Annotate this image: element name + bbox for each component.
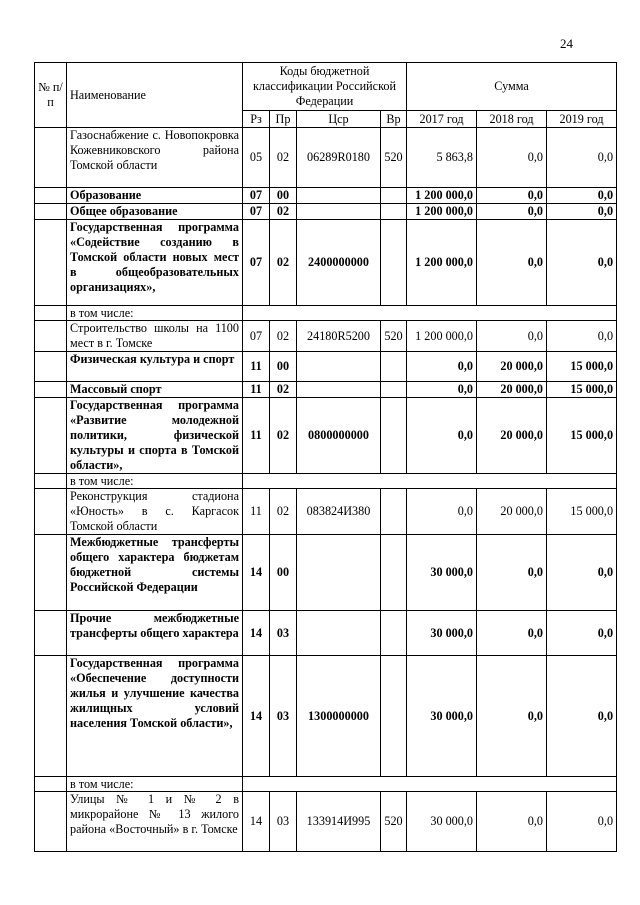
amount-2019-cell: 0,0 (547, 188, 617, 204)
header-sum: Сумма (407, 63, 617, 111)
amount-2019-cell: 0,0 (547, 792, 617, 852)
amount-2017-cell: 1 200 000,0 (407, 204, 477, 220)
rz-cell: 05 (243, 128, 270, 188)
amount-2018-cell: 0,0 (477, 220, 547, 306)
vr-cell (381, 382, 407, 398)
subheader-row (35, 306, 617, 321)
empty-cell (243, 777, 617, 792)
name-cell: Строительство школы на 1100 мест в г. Томске (67, 321, 243, 352)
vr-cell: 520 (381, 321, 407, 352)
amount-2018-cell: 0,0 (477, 204, 547, 220)
header-pr: Пр (270, 111, 297, 128)
name-cell: Прочие межбюджетные трансферты общего характера (67, 611, 243, 656)
amount-2017-cell: 30 000,0 (407, 792, 477, 852)
amount-2019-cell: 0,0 (547, 204, 617, 220)
table-row (35, 611, 617, 656)
table-row (35, 188, 617, 204)
header-vr: Вр (381, 111, 407, 128)
amount-2019-cell: 15 000,0 (547, 382, 617, 398)
header-num: № п/п (35, 63, 67, 128)
table-row (35, 352, 617, 382)
name-cell: Физическая культура и спорт (67, 352, 243, 382)
table-row (35, 398, 617, 474)
name-cell: Общее образование (67, 204, 243, 220)
vr-cell (381, 656, 407, 777)
header-rz: Рз (243, 111, 270, 128)
vr-cell (381, 220, 407, 306)
pr-cell: 02 (270, 382, 297, 398)
pr-cell: 03 (270, 656, 297, 777)
name-cell: Массовый спорт (67, 382, 243, 398)
name-cell: в том числе: (67, 306, 243, 321)
name-cell: Межбюджетные трансферты общего характера бюджетам бюджетной системы Российской Федерации (67, 535, 243, 611)
amount-2019-cell: 0,0 (547, 611, 617, 656)
empty-cell (243, 306, 617, 321)
csr-cell: 24180R5200 (297, 321, 381, 352)
num-cell (35, 220, 67, 306)
header-2018: 2018 год (477, 111, 547, 128)
amount-2018-cell: 20 000,0 (477, 352, 547, 382)
num-cell (35, 306, 67, 321)
amount-2018-cell: 0,0 (477, 188, 547, 204)
amount-2017-cell: 5 863,8 (407, 128, 477, 188)
amount-2018-cell: 20 000,0 (477, 398, 547, 474)
table-row (35, 382, 617, 398)
amount-2017-cell: 30 000,0 (407, 656, 477, 777)
amount-2019-cell: 0,0 (547, 535, 617, 611)
name-cell: в том числе: (67, 777, 243, 792)
num-cell (35, 382, 67, 398)
num-cell (35, 321, 67, 352)
pr-cell: 02 (270, 220, 297, 306)
amount-2019-cell: 0,0 (547, 128, 617, 188)
name-cell: Улицы № 1 и № 2 в микрорайоне № 13 жилого района «Восточный» в г. Томске (67, 792, 243, 852)
csr-cell (297, 382, 381, 398)
header-codes: Коды бюджетной классификации Российской Федерации (243, 63, 407, 111)
num-cell (35, 352, 67, 382)
csr-cell: 0800000000 (297, 398, 381, 474)
rz-cell: 11 (243, 398, 270, 474)
amount-2018-cell: 0,0 (477, 656, 547, 777)
header-csr: Цср (297, 111, 381, 128)
amount-2017-cell: 30 000,0 (407, 611, 477, 656)
rz-cell: 14 (243, 611, 270, 656)
name-cell: в том числе: (67, 474, 243, 489)
amount-2018-cell: 0,0 (477, 321, 547, 352)
pr-cell: 03 (270, 792, 297, 852)
vr-cell (381, 535, 407, 611)
num-cell (35, 128, 67, 188)
amount-2018-cell: 0,0 (477, 792, 547, 852)
budget-table (34, 62, 617, 852)
num-cell (35, 188, 67, 204)
amount-2017-cell: 1 200 000,0 (407, 220, 477, 306)
amount-2019-cell: 0,0 (547, 321, 617, 352)
num-cell (35, 611, 67, 656)
rz-cell: 11 (243, 489, 270, 535)
table-row (35, 656, 617, 777)
vr-cell (381, 611, 407, 656)
header-2019: 2019 год (547, 111, 617, 128)
amount-2018-cell: 20 000,0 (477, 382, 547, 398)
amount-2019-cell: 0,0 (547, 220, 617, 306)
num-cell (35, 792, 67, 852)
amount-2019-cell: 15 000,0 (547, 489, 617, 535)
amount-2019-cell: 15 000,0 (547, 398, 617, 474)
pr-cell: 02 (270, 128, 297, 188)
vr-cell (381, 352, 407, 382)
vr-cell (381, 398, 407, 474)
header-2017: 2017 год (407, 111, 477, 128)
pr-cell: 00 (270, 352, 297, 382)
num-cell (35, 474, 67, 489)
pr-cell: 02 (270, 204, 297, 220)
table-row (35, 128, 617, 188)
num-cell (35, 489, 67, 535)
num-cell (35, 656, 67, 777)
num-cell (35, 204, 67, 220)
csr-cell (297, 535, 381, 611)
rz-cell: 07 (243, 321, 270, 352)
table-row (35, 220, 617, 306)
table-body (35, 128, 617, 852)
csr-cell (297, 611, 381, 656)
csr-cell: 2400000000 (297, 220, 381, 306)
csr-cell: 06289R0180 (297, 128, 381, 188)
name-cell: Государственная программа «Обеспечение доступности жилья и улучшение качества жилищных условий населения Томской области», (67, 656, 243, 777)
vr-cell (381, 489, 407, 535)
rz-cell: 11 (243, 352, 270, 382)
rz-cell: 07 (243, 220, 270, 306)
pr-cell: 02 (270, 398, 297, 474)
amount-2017-cell: 1 200 000,0 (407, 188, 477, 204)
pr-cell: 03 (270, 611, 297, 656)
amount-2018-cell: 20 000,0 (477, 489, 547, 535)
pr-cell: 02 (270, 321, 297, 352)
rz-cell: 07 (243, 204, 270, 220)
subheader-row (35, 777, 617, 792)
pr-cell: 02 (270, 489, 297, 535)
amount-2017-cell: 0,0 (407, 489, 477, 535)
amount-2017-cell: 0,0 (407, 398, 477, 474)
name-cell: Образование (67, 188, 243, 204)
csr-cell (297, 188, 381, 204)
amount-2018-cell: 0,0 (477, 611, 547, 656)
vr-cell (381, 204, 407, 220)
table-row (35, 792, 617, 852)
amount-2019-cell: 0,0 (547, 656, 617, 777)
amount-2018-cell: 0,0 (477, 535, 547, 611)
name-cell: Реконструкция стадиона «Юность» в с. Каргасок Томской области (67, 489, 243, 535)
rz-cell: 11 (243, 382, 270, 398)
amount-2017-cell: 1 200 000,0 (407, 321, 477, 352)
empty-cell (243, 474, 617, 489)
amount-2017-cell: 0,0 (407, 352, 477, 382)
csr-cell: 1300000000 (297, 656, 381, 777)
name-cell: Государственная программа «Развитие молодежной политики, физической культуры и спорта в Томской области», (67, 398, 243, 474)
rz-cell: 07 (243, 188, 270, 204)
csr-cell: 083824И380 (297, 489, 381, 535)
pr-cell: 00 (270, 535, 297, 611)
vr-cell (381, 188, 407, 204)
name-cell: Газоснабжение с. Новопокровка Кожевниковского района Томской области (67, 128, 243, 188)
num-cell (35, 535, 67, 611)
table-row (35, 321, 617, 352)
amount-2017-cell: 0,0 (407, 382, 477, 398)
subheader-row (35, 474, 617, 489)
pr-cell: 00 (270, 188, 297, 204)
num-cell (35, 398, 67, 474)
csr-cell (297, 204, 381, 220)
table-row (35, 535, 617, 611)
rz-cell: 14 (243, 792, 270, 852)
table-row (35, 489, 617, 535)
vr-cell: 520 (381, 792, 407, 852)
csr-cell: 133914И995 (297, 792, 381, 852)
amount-2018-cell: 0,0 (477, 128, 547, 188)
name-cell: Государственная программа «Содействие созданию в Томской области новых мест в общеобразовательных организациях», (67, 220, 243, 306)
num-cell (35, 777, 67, 792)
rz-cell: 14 (243, 535, 270, 611)
amount-2019-cell: 15 000,0 (547, 352, 617, 382)
csr-cell (297, 352, 381, 382)
vr-cell: 520 (381, 128, 407, 188)
amount-2017-cell: 30 000,0 (407, 535, 477, 611)
header-name: Наименование (67, 63, 243, 128)
table-row (35, 204, 617, 220)
rz-cell: 14 (243, 656, 270, 777)
page-number: 24 (560, 36, 573, 51)
